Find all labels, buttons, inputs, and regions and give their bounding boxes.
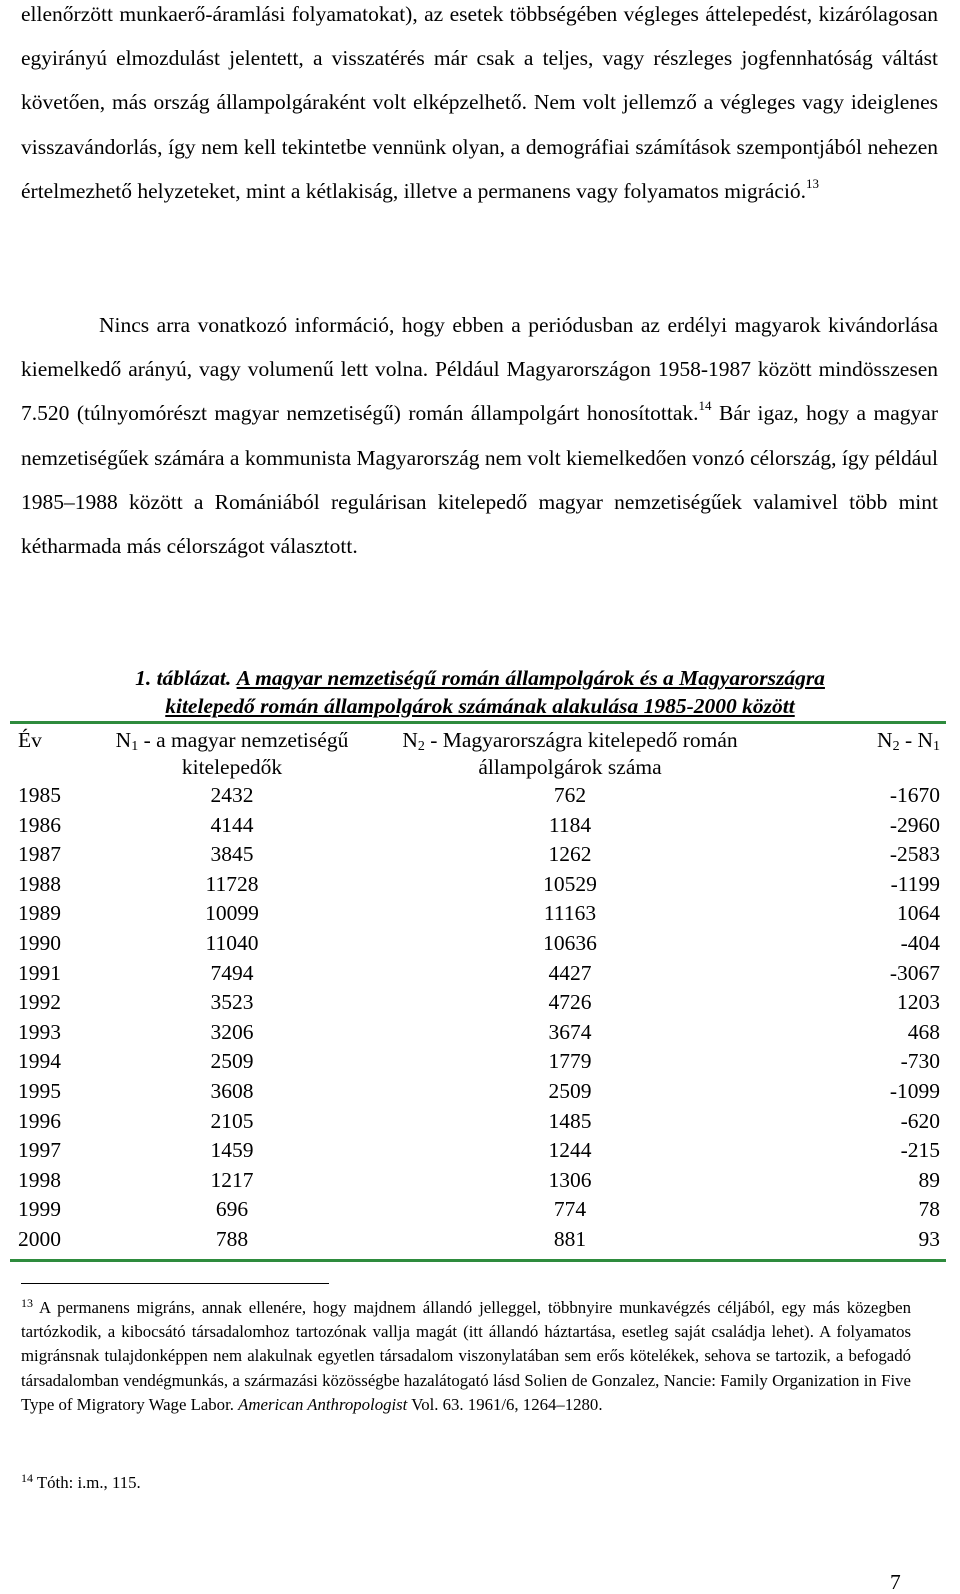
table-row [18,959,940,989]
table-label: 1. táblázat. [135,666,232,690]
cell-difference: 89 [918,1167,940,1192]
header-n2-symbol: N [402,728,418,752]
table-row [18,1047,940,1077]
cell-year: 1996 [18,1108,61,1133]
table-caption-line-2 [0,693,960,720]
cell-n1: 4144 [210,812,254,837]
cell-year: 1985 [18,783,61,807]
cell-year: 1988 [18,871,61,896]
table-row [18,1018,940,1048]
cell-n1: 10099 [205,901,259,926]
cell-n1: 3845 [210,842,254,867]
table-title-part-2: kitelepedő román állampolgárok számának alakulása 1985-2000 között [165,694,795,718]
cell-year: 1991 [18,960,61,985]
table-row [18,870,940,900]
cell-n1: 696 [215,1197,249,1222]
table-row [18,899,940,929]
table-row [18,1166,940,1196]
cell-difference: -1199 [890,871,940,896]
cell-n2: 1485 [548,1108,592,1133]
cell-difference: -3067 [889,960,940,985]
header-diff-index-b: 1 [933,739,940,754]
body-paragraph-1 [21,0,938,213]
table-caption-line-1 [0,665,960,692]
paragraph-2-text: Nincs arra vonatkozó információ, hogy ebben a periódusban az erdélyi magyarok kivándorlása kiemelkedő arányú, vagy volumenű lett volna. Például Magyarországon 1958-1987 között mindösszesen 7.520 (túlnyomórészt magyar nemzetiségű) román állampolgárt honosítottak. [21,313,938,426]
table-row [18,1077,940,1107]
cell-difference: 1203 [897,990,940,1015]
cell-difference: 468 [907,1019,940,1044]
cell-n1: 3608 [210,1078,254,1103]
cell-n2: 1262 [548,842,592,867]
cell-n2: 1244 [548,1138,592,1163]
footnote-13-journal: American Anthropologist [238,1394,408,1414]
cell-difference: 93 [918,1226,940,1251]
footnote-separator [21,1283,329,1284]
table-row [18,1225,940,1255]
paragraph-1-text: ellenőrzött munkaerő-áramlási folyamatokat), az esetek többségében végleges áttelepedést, kizárólagosan egyirányú elmozdulást jelentett, a visszatérés már csak a teljes, vagy részleges jogfennhatóság váltást követően, más ország állampolgáraként volt elképzelhető. Nem volt jellemző a végleges vagy ideiglenes visszavándorlás, így nem kell tekintetbe vennünk olyan, a demográfiai számítások szempontjából nehezen értelmezhető helyzeteket, mint a kétlakiság, illetve a permanens vagy folyamatos migráció. [21,2,938,203]
footnote-13-tail: Vol. 63. 1961/6, 1264–1280. [407,1394,603,1414]
header-n1-text: - a magyar nemzetiségű kitelepedők [138,728,349,779]
table-header-row [18,727,940,781]
footnote-ref-14[interactable]: 14 [698,398,712,414]
footnote-14-text: Tóth: i.m., 115. [33,1473,141,1492]
cell-n2: 4427 [548,960,592,985]
header-n1-index: 1 [131,739,139,754]
table-row [18,1136,940,1166]
cell-n1: 2105 [210,1108,254,1133]
cell-n1: 2432 [210,783,254,807]
cell-difference: -1670 [889,783,940,807]
cell-n1: 11728 [205,871,259,896]
cell-difference: 78 [918,1197,940,1222]
cell-n1: 1459 [210,1138,254,1163]
header-n2-index: 2 [417,739,425,754]
header-n1 [90,727,374,781]
cell-n2: 881 [553,1226,587,1251]
cell-difference: -2583 [889,842,940,867]
footnote-14 [21,1471,911,1495]
header-n2-text: - Magyarországra kitelepedő román állampolgárok száma [424,728,738,779]
table-row [18,1107,940,1137]
cell-year: 1999 [18,1197,61,1222]
paragraph-2-text-continued: Bár igaz, hogy a magyar nemzetiségűek számára a kommunista Magyarország nem volt kiemelkedően vonzó célország, így például 1985–1988 között a Romániából regulárisan kitelepedő magyar nemzetiségűek valamivel több mint kétharmada más célországot választott. [21,401,939,559]
cell-n1: 788 [215,1226,249,1251]
table-row [18,1195,940,1225]
header-n1-symbol: N [115,728,132,752]
cell-n2: 1779 [548,1049,592,1074]
cell-n2: 4726 [548,990,592,1015]
header-n2 [374,727,766,781]
cell-year: 1993 [18,1019,61,1044]
cell-n1: 1217 [210,1167,254,1192]
table-row [18,929,940,959]
cell-year: 1998 [18,1167,61,1192]
cell-n2: 11163 [543,901,597,926]
cell-n2: 10529 [543,871,597,896]
cell-difference: -2960 [889,812,940,837]
migration-table [18,727,940,1255]
header-year [18,727,90,781]
header-diff-minus: - N [899,728,933,752]
table-top-rule [10,721,946,724]
cell-difference: -730 [900,1049,940,1074]
footnote-13-mark: 13 [21,1296,33,1310]
cell-n2: 1306 [548,1167,592,1192]
cell-difference: -620 [900,1108,940,1133]
cell-n2: 10636 [543,930,597,955]
cell-n1: 3523 [210,990,254,1015]
header-year-label: Év [18,728,42,752]
cell-year: 1994 [18,1049,61,1074]
cell-n2: 1184 [548,812,592,837]
footnote-13 [21,1296,911,1417]
cell-n2: 762 [553,783,587,807]
table-row [18,811,940,841]
cell-n2: 3674 [548,1019,592,1044]
body-paragraph-2 [21,303,938,568]
cell-n1: 2509 [210,1049,254,1074]
cell-n2: 2509 [548,1078,592,1103]
cell-year: 1989 [18,901,61,926]
table-title-part-1: A magyar nemzetiségű román állampolgárok és a Magyarországra [236,666,825,690]
header-difference [766,727,940,781]
cell-difference: -404 [900,930,940,955]
cell-year: 1995 [18,1078,61,1103]
cell-year: 1990 [18,930,61,955]
table-row [18,781,940,811]
cell-difference: -1099 [889,1078,940,1103]
footnote-ref-13[interactable]: 13 [806,175,820,191]
footnote-14-mark: 14 [21,1471,33,1485]
cell-n1: 3206 [210,1019,254,1044]
table-row [18,840,940,870]
footnote-13-text: A permanens migráns, annak ellenére, hogy majdnem állandó jelleggel, többnyire munkavégzés céljából, egy más közegben tartózkodik, a kibocsátó társadalomhoz tartozónak vallja magát (itt állandó háztartása, esetleg saját családja lehet). A folyamatos migránsnak tulajdonképpen nem alakulnak egyetlen társadalom viszonylatában sem erős kötelékek, sehova se tartozik, a befogadó társadalomban vendégmunkás, a származási közösségbe hazalátogató lásd Solien de Gonzalez, Nancie: Family Organization in Five Type of Migratory Wage Labor. [21,1298,911,1414]
cell-year: 2000 [18,1226,61,1251]
page-number: 7 [890,1570,901,1594]
cell-n2: 774 [553,1197,587,1222]
cell-difference: 1064 [897,901,940,926]
cell-year: 1987 [18,842,61,867]
header-diff-symbol-a: N [877,728,893,752]
cell-n1: 7494 [210,960,254,985]
cell-year: 1986 [18,812,61,837]
table-row [18,988,940,1018]
table-bottom-rule [10,1259,946,1262]
cell-n1: 11040 [205,930,259,955]
cell-year: 1997 [18,1138,61,1163]
cell-difference: -215 [900,1138,940,1163]
header-diff-index-a: 2 [892,739,900,754]
cell-year: 1992 [18,990,61,1015]
